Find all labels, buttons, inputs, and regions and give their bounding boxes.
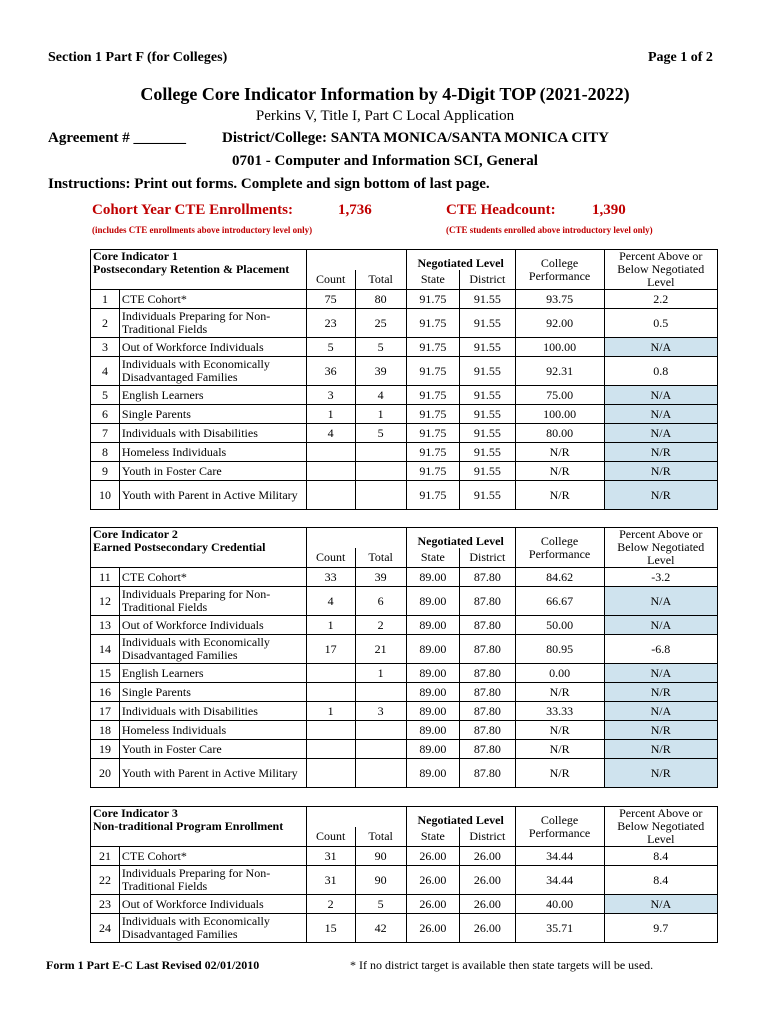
percent-above-below-cell: N/R (604, 759, 717, 788)
percent-above-below-cell: N/R (604, 740, 717, 759)
district-level-cell: 91.55 (460, 405, 516, 424)
count-cell: 31 (306, 847, 355, 866)
percent-above-below-cell: 9.7 (604, 914, 717, 943)
college-performance-cell: N/R (515, 721, 604, 740)
state-level-cell: 91.75 (406, 481, 459, 510)
state-level-cell: 91.75 (406, 386, 459, 405)
table-row (91, 462, 718, 481)
total-cell (355, 462, 406, 481)
count-cell: 5 (306, 338, 355, 357)
total-cell: 5 (355, 338, 406, 357)
table-row (91, 847, 718, 866)
district-level-cell: 87.80 (460, 664, 516, 683)
district-level-cell: 87.80 (460, 740, 516, 759)
college-performance-cell: 66.67 (515, 587, 604, 616)
count-cell (306, 683, 355, 702)
state-level-cell: 26.00 (406, 866, 459, 895)
total-cell: 39 (355, 568, 406, 587)
row-number: 22 (91, 866, 120, 895)
table-row (91, 683, 718, 702)
district-level-cell: 87.80 (460, 721, 516, 740)
percent-above-below-cell: 0.8 (604, 357, 717, 386)
population-name: Out of Workforce Individuals (119, 895, 306, 914)
district-level-cell: 87.80 (460, 587, 516, 616)
college-performance-cell: 92.00 (515, 309, 604, 338)
table-row (91, 616, 718, 635)
district-level-cell: 87.80 (460, 635, 516, 664)
college-performance-cell: 80.95 (515, 635, 604, 664)
college-performance-cell: N/R (515, 462, 604, 481)
district-level-cell: 26.00 (460, 866, 516, 895)
total-cell: 25 (355, 309, 406, 338)
state-level-cell: 91.75 (406, 309, 459, 338)
total-header: Total (355, 270, 406, 290)
population-name: Out of Workforce Individuals (119, 616, 306, 635)
district-header: District (460, 548, 516, 568)
population-name: Individuals with Disabilities (119, 424, 306, 443)
row-number: 9 (91, 462, 120, 481)
total-cell: 6 (355, 587, 406, 616)
total-cell: 2 (355, 616, 406, 635)
core-indicator-3-table (90, 806, 718, 943)
cohort-label: Cohort Year CTE Enrollments: (92, 202, 293, 218)
college-performance-cell: 80.00 (515, 424, 604, 443)
district-level-cell: 91.55 (460, 424, 516, 443)
row-number: 3 (91, 338, 120, 357)
row-number: 2 (91, 309, 120, 338)
percent-above-below-header: Percent Above or Below Negotiated Level (604, 807, 717, 847)
state-level-cell: 91.75 (406, 405, 459, 424)
table-row (91, 338, 718, 357)
row-number: 5 (91, 386, 120, 405)
college-performance-cell: 35.71 (515, 914, 604, 943)
percent-above-below-cell: N/A (604, 587, 717, 616)
indicator-subtitle: Postsecondary Retention & Placement (93, 262, 290, 276)
population-name: English Learners (119, 386, 306, 405)
state-level-cell: 89.00 (406, 568, 459, 587)
state-level-cell: 89.00 (406, 702, 459, 721)
total-cell: 3 (355, 702, 406, 721)
district-level-cell: 91.55 (460, 338, 516, 357)
percent-above-below-cell: N/R (604, 443, 717, 462)
count-cell (306, 721, 355, 740)
count-cell (306, 481, 355, 510)
district-level-cell: 91.55 (460, 309, 516, 338)
count-cell (306, 664, 355, 683)
row-number: 12 (91, 587, 120, 616)
section-label: Section 1 Part F (for Colleges) (48, 50, 228, 65)
count-cell: 23 (306, 309, 355, 338)
total-cell: 1 (355, 405, 406, 424)
indicator-title: Core Indicator 2 (93, 527, 178, 541)
table-row (91, 895, 718, 914)
college-performance-cell: 84.62 (515, 568, 604, 587)
state-header: State (406, 270, 459, 290)
total-cell: 90 (355, 847, 406, 866)
count-cell: 1 (306, 405, 355, 424)
district-level-cell: 91.55 (460, 357, 516, 386)
count-cell: 17 (306, 635, 355, 664)
college-performance-cell: 100.00 (515, 405, 604, 424)
row-number: 10 (91, 481, 120, 510)
state-level-cell: 89.00 (406, 616, 459, 635)
population-name: Individuals with Disabilities (119, 702, 306, 721)
percent-above-below-cell: N/A (604, 386, 717, 405)
row-number: 21 (91, 847, 120, 866)
state-level-cell: 89.00 (406, 740, 459, 759)
population-name: CTE Cohort* (119, 847, 306, 866)
total-header: Total (355, 827, 406, 847)
table-row (91, 866, 718, 895)
count-cell: 31 (306, 866, 355, 895)
state-level-cell: 91.75 (406, 424, 459, 443)
row-number: 1 (91, 290, 120, 309)
count-cell: 75 (306, 290, 355, 309)
count-cell: 1 (306, 702, 355, 721)
population-name: Out of Workforce Individuals (119, 338, 306, 357)
population-name: Individuals with Economically Disadvantaged Families (119, 357, 306, 386)
count-cell (306, 759, 355, 788)
cohort-note: (includes CTE enrollments above introductory level only) (92, 225, 313, 235)
district-level-cell: 91.55 (460, 481, 516, 510)
document-subtitle: Perkins V, Title I, Part C Local Application (255, 108, 515, 124)
core-indicator-2-table (90, 527, 718, 788)
state-level-cell: 89.00 (406, 664, 459, 683)
indicator-title: Core Indicator 3 (93, 806, 178, 820)
college-performance-header: College Performance (515, 250, 604, 290)
total-cell: 1 (355, 664, 406, 683)
population-name: Individuals Preparing for Non-Traditional Fields (119, 587, 306, 616)
college-performance-cell: 0.00 (515, 664, 604, 683)
percent-above-below-header: Percent Above or Below Negotiated Level (604, 528, 717, 568)
row-number: 11 (91, 568, 120, 587)
state-level-cell: 91.75 (406, 443, 459, 462)
percent-above-below-cell: N/A (604, 895, 717, 914)
percent-above-below-cell: 2.2 (604, 290, 717, 309)
college-performance-cell: 34.44 (515, 847, 604, 866)
count-header: Count (306, 270, 355, 290)
population-name: Youth with Parent in Active Military (119, 481, 306, 510)
state-header: State (406, 827, 459, 847)
row-number: 17 (91, 702, 120, 721)
count-cell (306, 443, 355, 462)
college-performance-cell: N/R (515, 443, 604, 462)
percent-above-below-cell: 8.4 (604, 847, 717, 866)
percent-above-below-cell: 8.4 (604, 866, 717, 895)
college-performance-cell: 100.00 (515, 338, 604, 357)
negotiated-level-header: Negotiated Level (406, 250, 515, 270)
college-performance-cell: 93.75 (515, 290, 604, 309)
negotiated-level-header: Negotiated Level (406, 807, 515, 827)
total-header: Total (355, 548, 406, 568)
total-cell: 80 (355, 290, 406, 309)
percent-above-below-cell: N/A (604, 702, 717, 721)
district-level-cell: 87.80 (460, 702, 516, 721)
count-cell: 4 (306, 587, 355, 616)
population-name: Single Parents (119, 683, 306, 702)
college-performance-cell: 92.31 (515, 357, 604, 386)
table-row (91, 914, 718, 943)
state-level-cell: 89.00 (406, 759, 459, 788)
percent-above-below-cell: N/R (604, 462, 717, 481)
percent-above-below-cell: N/A (604, 338, 717, 357)
indicator-subtitle: Non-traditional Program Enrollment (93, 819, 284, 833)
table-row (91, 635, 718, 664)
district-level-cell: 87.80 (460, 683, 516, 702)
state-level-cell: 26.00 (406, 847, 459, 866)
agreement-number: Agreement # _______ (48, 130, 187, 146)
table-row (91, 357, 718, 386)
table-row (91, 443, 718, 462)
population-name: Individuals Preparing for Non-Traditional Fields (119, 866, 306, 895)
state-level-cell: 91.75 (406, 462, 459, 481)
cohort-value: 1,736 (338, 202, 372, 218)
college-performance-cell: 34.44 (515, 866, 604, 895)
population-name: CTE Cohort* (119, 290, 306, 309)
district-level-cell: 87.80 (460, 568, 516, 587)
district-level-cell: 91.55 (460, 386, 516, 405)
table-row (91, 568, 718, 587)
table-row (91, 721, 718, 740)
row-number: 23 (91, 895, 120, 914)
state-level-cell: 91.75 (406, 290, 459, 309)
page-number: Page 1 of 2 (648, 50, 713, 65)
population-name: Individuals with Economically Disadvantaged Families (119, 635, 306, 664)
row-number: 20 (91, 759, 120, 788)
district-header: District (460, 827, 516, 847)
state-level-cell: 26.00 (406, 895, 459, 914)
table-row (91, 309, 718, 338)
population-name: Homeless Individuals (119, 721, 306, 740)
table-row (91, 386, 718, 405)
population-name: Individuals with Economically Disadvantaged Families (119, 914, 306, 943)
row-number: 18 (91, 721, 120, 740)
headcount-value: 1,390 (592, 202, 626, 218)
count-cell: 4 (306, 424, 355, 443)
count-header: Count (306, 827, 355, 847)
state-level-cell: 89.00 (406, 721, 459, 740)
district-level-cell: 87.80 (460, 759, 516, 788)
row-number: 8 (91, 443, 120, 462)
table-row (91, 405, 718, 424)
percent-above-below-cell: N/R (604, 683, 717, 702)
instructions: Instructions: Print out forms. Complete and sign bottom of last page. (48, 176, 490, 192)
count-header: Count (306, 548, 355, 568)
percent-above-below-cell: 0.5 (604, 309, 717, 338)
college-performance-header: College Performance (515, 528, 604, 568)
population-name: Youth with Parent in Active Military (119, 759, 306, 788)
row-number: 6 (91, 405, 120, 424)
percent-above-below-cell: N/R (604, 481, 717, 510)
row-number: 24 (91, 914, 120, 943)
percent-above-below-header: Percent Above or Below Negotiated Level (604, 250, 717, 290)
row-number: 7 (91, 424, 120, 443)
table-row (91, 481, 718, 510)
total-cell: 42 (355, 914, 406, 943)
count-cell: 36 (306, 357, 355, 386)
percent-above-below-cell: N/A (604, 616, 717, 635)
college-performance-cell: 40.00 (515, 895, 604, 914)
total-cell: 90 (355, 866, 406, 895)
percent-above-below-cell: N/A (604, 424, 717, 443)
state-header: State (406, 548, 459, 568)
population-name: English Learners (119, 664, 306, 683)
top-code: 0701 - Computer and Information SCI, General (232, 153, 538, 169)
table-row (91, 664, 718, 683)
row-number: 13 (91, 616, 120, 635)
district-level-cell: 87.80 (460, 616, 516, 635)
row-number: 4 (91, 357, 120, 386)
district-college: District/College: SANTA MONICA/SANTA MONICA CITY (222, 130, 609, 146)
population-name: CTE Cohort* (119, 568, 306, 587)
college-performance-cell: 50.00 (515, 616, 604, 635)
total-cell: 4 (355, 386, 406, 405)
district-level-cell: 91.55 (460, 290, 516, 309)
table-row (91, 290, 718, 309)
count-cell: 2 (306, 895, 355, 914)
district-header: District (460, 270, 516, 290)
count-cell (306, 740, 355, 759)
college-performance-cell: N/R (515, 759, 604, 788)
college-performance-cell: N/R (515, 481, 604, 510)
headcount-note: (CTE students enrolled above introductory level only) (446, 225, 653, 235)
document-title: College Core Indicator Information by 4-Digit TOP (2021-2022) (140, 84, 630, 104)
negotiated-level-header: Negotiated Level (406, 528, 515, 548)
total-cell: 5 (355, 424, 406, 443)
total-cell (355, 740, 406, 759)
district-level-cell: 91.55 (460, 462, 516, 481)
percent-above-below-cell: N/A (604, 405, 717, 424)
indicator-title: Core Indicator 1 (93, 249, 178, 263)
table-row (91, 424, 718, 443)
total-cell: 21 (355, 635, 406, 664)
percent-above-below-cell: -6.8 (604, 635, 717, 664)
total-cell (355, 759, 406, 788)
percent-above-below-cell: N/R (604, 721, 717, 740)
row-number: 15 (91, 664, 120, 683)
state-level-cell: 91.75 (406, 357, 459, 386)
district-level-cell: 26.00 (460, 895, 516, 914)
count-cell: 3 (306, 386, 355, 405)
population-name: Single Parents (119, 405, 306, 424)
count-cell: 33 (306, 568, 355, 587)
population-name: Individuals Preparing for Non-Traditional Fields (119, 309, 306, 338)
total-cell (355, 721, 406, 740)
district-level-cell: 91.55 (460, 443, 516, 462)
population-name: Youth in Foster Care (119, 740, 306, 759)
college-performance-cell: 75.00 (515, 386, 604, 405)
footnote: * If no district target is available then state targets will be used. (350, 958, 654, 972)
state-level-cell: 89.00 (406, 587, 459, 616)
headcount-label: CTE Headcount: (446, 202, 556, 218)
indicator-subtitle: Earned Postsecondary Credential (93, 540, 266, 554)
row-number: 16 (91, 683, 120, 702)
count-cell: 15 (306, 914, 355, 943)
form-revision: Form 1 Part E-C Last Revised 02/01/2010 (46, 958, 260, 972)
state-level-cell: 89.00 (406, 683, 459, 702)
college-performance-cell: N/R (515, 740, 604, 759)
total-cell (355, 481, 406, 510)
state-level-cell: 89.00 (406, 635, 459, 664)
total-cell (355, 683, 406, 702)
table-row (91, 702, 718, 721)
percent-above-below-cell: -3.2 (604, 568, 717, 587)
district-level-cell: 26.00 (460, 847, 516, 866)
core-indicator-1-table (90, 249, 718, 510)
table-row (91, 759, 718, 788)
college-performance-header: College Performance (515, 807, 604, 847)
count-cell (306, 462, 355, 481)
row-number: 14 (91, 635, 120, 664)
college-performance-cell: 33.33 (515, 702, 604, 721)
college-performance-cell: N/R (515, 683, 604, 702)
total-cell: 5 (355, 895, 406, 914)
state-level-cell: 26.00 (406, 914, 459, 943)
table-row (91, 740, 718, 759)
total-cell: 39 (355, 357, 406, 386)
count-cell: 1 (306, 616, 355, 635)
population-name: Youth in Foster Care (119, 462, 306, 481)
population-name: Homeless Individuals (119, 443, 306, 462)
total-cell (355, 443, 406, 462)
row-number: 19 (91, 740, 120, 759)
percent-above-below-cell: N/A (604, 664, 717, 683)
table-row (91, 587, 718, 616)
district-level-cell: 26.00 (460, 914, 516, 943)
state-level-cell: 91.75 (406, 338, 459, 357)
